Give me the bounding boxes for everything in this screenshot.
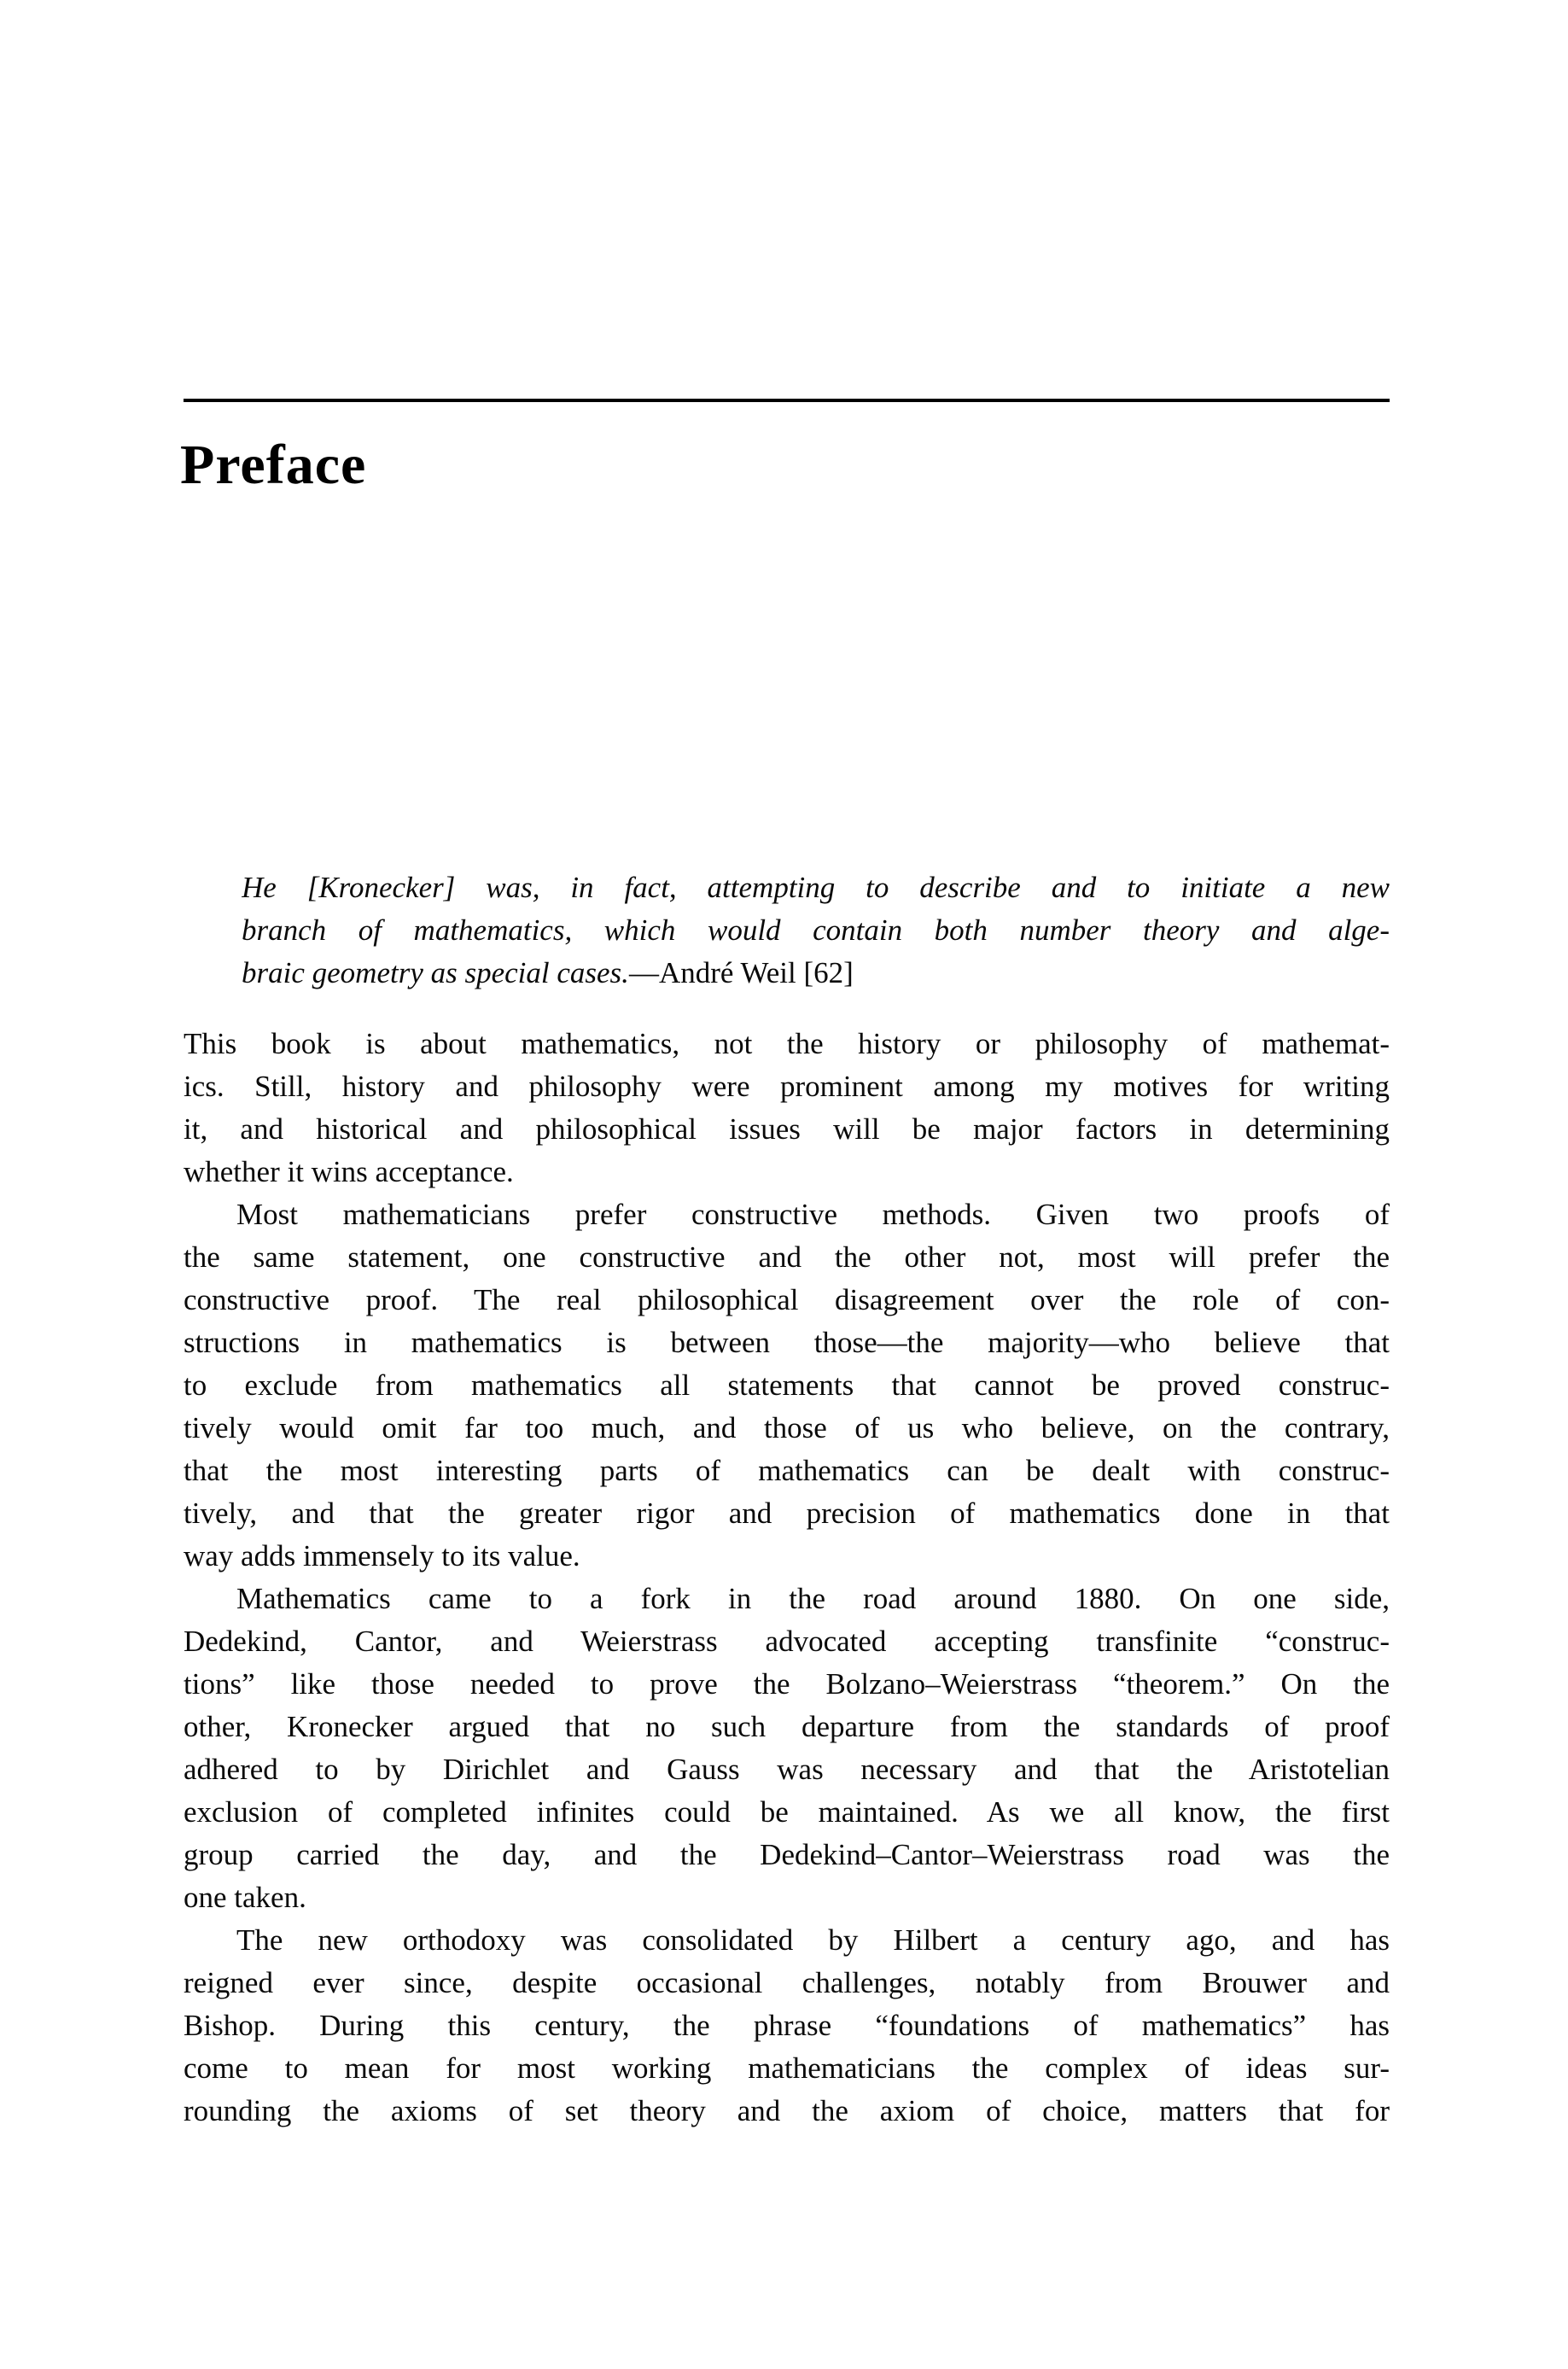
body-text-line: way adds immensely to its value. xyxy=(184,1539,580,1573)
body-text-line: Most mathematicians prefer constructive methods. Given two proofs of xyxy=(236,1198,1390,1231)
preface-body xyxy=(184,1023,1390,2133)
epigraph-text: He [Kronecker] was, in fact, attempting to describe and to initiate a new xyxy=(242,871,1390,904)
body-text-line: Bishop. During this century, the phrase “foundations of mathematics” has xyxy=(184,2009,1390,2042)
body-text-line: the same statement, one constructive and the other not, most will prefer the xyxy=(184,1240,1390,1274)
body-text-line: that the most interesting parts of mathematics can be dealt with construc- xyxy=(184,1454,1390,1487)
epigraph-line xyxy=(242,909,1390,952)
body-text-line: exclusion of completed infinites could be maintained. As we all know, the first xyxy=(184,1795,1390,1829)
body-text-line: structions in mathematics is between those—the majority—who believe that xyxy=(184,1326,1390,1359)
body-text-line: Dedekind, Cantor, and Weierstrass advocated accepting transfinite “construc- xyxy=(184,1625,1390,1658)
body-text-line: Mathematics came to a fork in the road around 1880. On one side, xyxy=(236,1582,1390,1615)
epigraph-text: branch of mathematics, which would contain both number theory and alge- xyxy=(242,913,1390,947)
body-text-line: come to mean for most working mathematicians the complex of ideas sur- xyxy=(184,2051,1390,2085)
body-text-line: it, and historical and philosophical issues will be major factors in determining xyxy=(184,1112,1390,1146)
epigraph-text: braic geometry as special cases. xyxy=(242,956,629,989)
body-text-line: one taken. xyxy=(184,1881,306,1914)
epigraph-attribution: —André Weil [62] xyxy=(628,956,854,989)
body-text-line: constructive proof. The real philosophical disagreement over the role of con- xyxy=(184,1283,1390,1316)
body-text-line: tively, and that the greater rigor and precision of mathematics done in that xyxy=(184,1497,1390,1530)
body-text-line: ics. Still, history and philosophy were prominent among my motives for writing xyxy=(184,1070,1390,1103)
body-text-line: whether it wins acceptance. xyxy=(184,1155,514,1188)
body-text-line: adhered to by Dirichlet and Gauss was necessary and that the Aristotelian xyxy=(184,1753,1390,1786)
body-text-line: group carried the day, and the Dedekind–Cantor–Weierstrass road was the xyxy=(184,1838,1390,1871)
chapter-title: Preface xyxy=(180,434,367,496)
body-text-line: This book is about mathematics, not the history or philosophy of mathemat- xyxy=(184,1027,1390,1060)
chapter-rule xyxy=(184,399,1390,402)
epigraph-line xyxy=(242,952,1390,995)
body-text-line: The new orthodoxy was consolidated by Hilbert a century ago, and has xyxy=(236,1923,1390,1957)
body-text-line: tions” like those needed to prove the Bolzano–Weierstrass “theorem.” On the xyxy=(184,1667,1390,1701)
body-text-line: to exclude from mathematics all statements that cannot be proved construc- xyxy=(184,1368,1390,1402)
body-text-line: tively would omit far too much, and those of us who believe, on the contrary, xyxy=(184,1411,1390,1444)
body-text-line: rounding the axioms of set theory and the axiom of choice, matters that for xyxy=(184,2094,1390,2127)
epigraph xyxy=(242,866,1390,995)
epigraph-line xyxy=(242,866,1390,909)
body-text-line: reigned ever since, despite occasional challenges, notably from Brouwer and xyxy=(184,1966,1390,1999)
body-text-line: other, Kronecker argued that no such departure from the standards of proof xyxy=(184,1710,1390,1743)
